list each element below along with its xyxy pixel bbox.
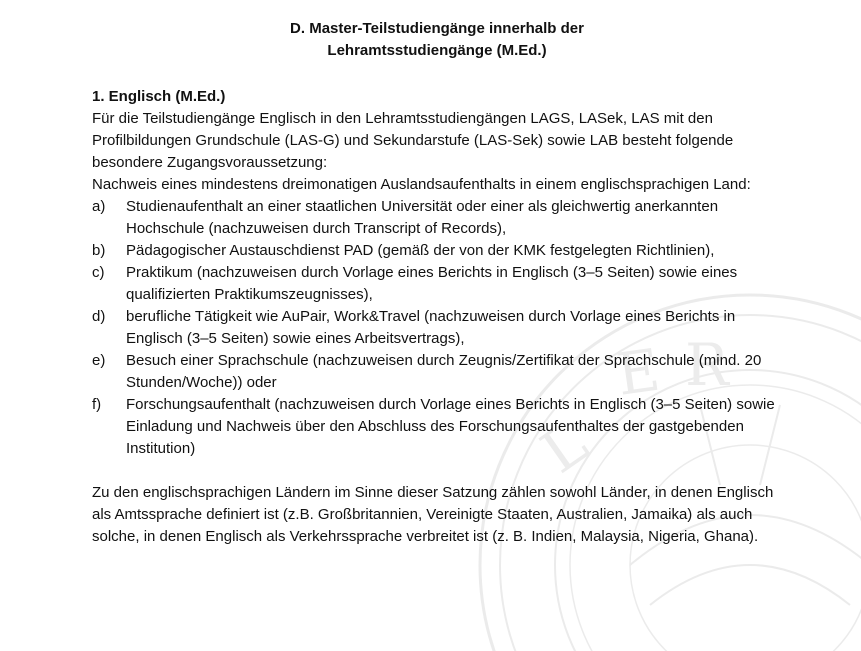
section-title: 1. Englisch (M.Ed.) (92, 88, 226, 105)
list-item (92, 306, 782, 350)
svg-text:L: L (529, 408, 600, 487)
document-heading (92, 18, 782, 62)
list-marker: a) (92, 198, 106, 215)
list-item (92, 350, 782, 394)
list-item (92, 240, 782, 262)
requirement-list (92, 196, 782, 460)
heading-line-1: D. Master-Teilstudiengänge innerhalb der (290, 20, 584, 37)
closing-paragraph: Zu den englischsprachigen Ländern im Sinne dieser Satzung zählen sowohl Länder, in denen Englisch als Amtssprache definiert ist (z.B. Großbritannien, Vereinigte Staaten, Australien, Jamaika) als auch solche, in denen Englisch als Verkehrssprache verbreitet ist (z. B. Indien, Malaysia, Nigeria, Ghana). (92, 484, 774, 545)
list-item-text: Forschungsaufenthalt (nachzuweisen durch Vorlage eines Berichts in Englisch (3–5 Seiten) sowie Einladung und Nachweis über den Abschluss des Forschungsaufenthaltes der gastgebenden Institution) (126, 396, 775, 457)
requirement-paragraph: Nachweis eines mindestens dreimonatigen Auslandsaufenthalts in einem englischsprachigen Land: (92, 176, 751, 193)
heading-line-2: Lehramtsstudiengänge (M.Ed.) (327, 42, 547, 59)
paragraph-spacer (92, 460, 782, 482)
list-item (92, 196, 782, 240)
list-item-text: berufliche Tätigkeit wie AuPair, Work&Travel (nachzuweisen durch Vorlage eines Berichts in Englisch (3–5 Seiten) sowie eines Arbeitsvertrags), (126, 308, 736, 347)
list-marker: f) (92, 396, 102, 413)
list-marker: b) (92, 242, 106, 259)
list-marker: d) (92, 308, 106, 325)
document-page (92, 18, 782, 548)
list-item-text: Besuch einer Sprachschule (nachzuweisen durch Zeugnis/Zertifikat der Sprachschule (mind. 20 Stunden/Woche)) oder (126, 352, 762, 391)
list-marker: c) (92, 264, 105, 281)
list-item-text: Praktikum (nachzuweisen durch Vorlage eines Berichts in Englisch (3–5 Seiten) sowie eines qualifizierten Praktikumszeugnisses), (126, 264, 738, 303)
list-item (92, 394, 782, 460)
svg-text:E: E (612, 335, 664, 409)
svg-text:R: R (685, 331, 729, 399)
intro-paragraph: Für die Teilstudiengänge Englisch in den Lehramtsstudiengängen LAGS, LASek, LAS mit den Profilbildungen Grundschule (LAS-G) und Sekundarstufe (LAS-Sek) sowie LAB besteht folgende besondere Zugangsvoraussetzung: (92, 110, 734, 171)
list-item-text: Pädagogischer Austauschdienst PAD (gemäß der von der KMK festgelegten Richtlinien), (126, 242, 715, 259)
list-item (92, 262, 782, 306)
list-item-text: Studienaufenthalt an einer staatlichen Universität oder einer als gleichwertig anerkannten Hochschule (nachzuweisen durch Transcript of Records), (126, 198, 719, 237)
list-marker: e) (92, 352, 106, 369)
